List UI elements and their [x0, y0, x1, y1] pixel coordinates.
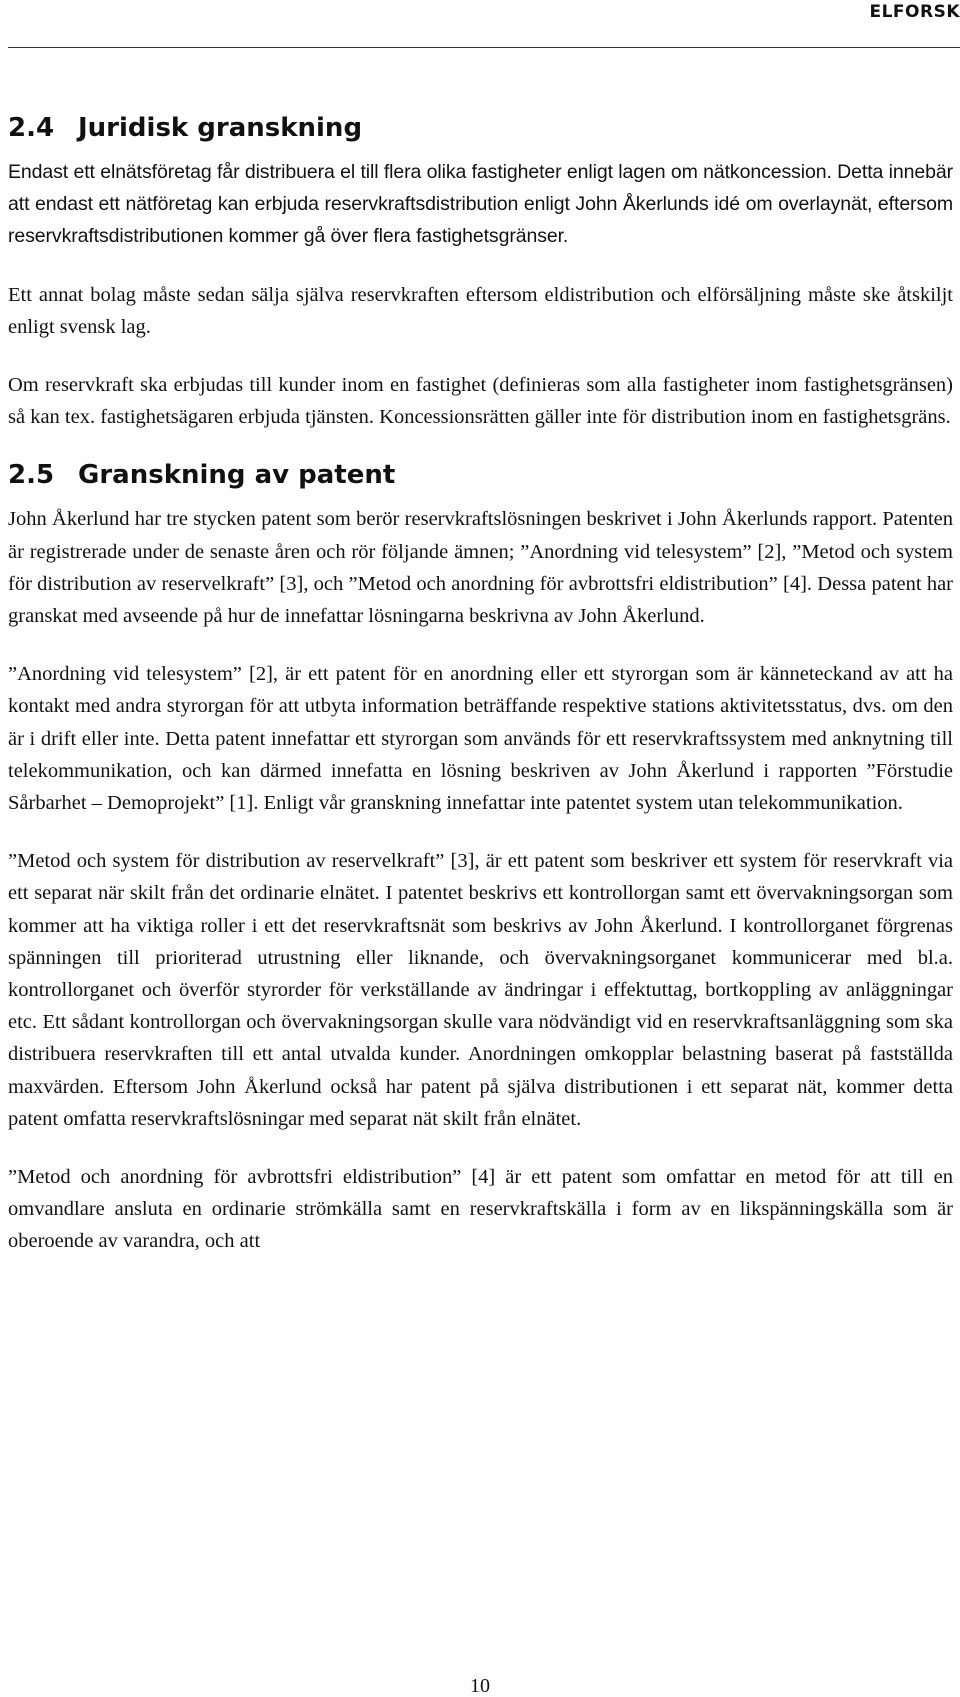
section-title: Juridisk granskning: [78, 113, 363, 143]
paragraph: ”Metod och anordning för avbrottsfri eldistribution” [4] är ett patent som omfattar en metod för att till en omvandlare ansluta en ordinarie strömkälla samt en reservkraftskälla i form av en likspänningskälla som är oberoende av varandra, och att: [8, 1166, 953, 1253]
section-number: 2.5: [8, 460, 55, 491]
page-number: 10: [470, 1675, 490, 1697]
paragraph: ”Metod och system för distribution av reservelkraft” [3], är ett patent som beskriver ett system för reservkraft via ett separat när skilt från det ordinarie elnätet. I patentet beskrivs ett kontrollorgan samt ett övervakningsorgan som kommer att ha viktiga roller i ett det reservkraftsnät som beskrivs av John Åkerlund. I kontrollorganet förgrenas spänningen till prioriterad utrustning eller liknande, och övervakningsorganet kommunicerar med bl.a. kontrollorganet och överför styrorder för verkställande av ändringar i effektuttag, bortkoppling av anläggningar etc. Ett sådant kontrollorgan och övervakningsorgan skulle vara nödvändigt vid en reservkraftsanläggning som ska distribuera reservkraften till ett antal utvalda kunder. Anordningen omkopplar belastning baserat på fastställda maxvärden. Eftersom John Åkerlund också har patent på själva distributionen i ett separat nät, kommer detta patent omfatta reservkraftslösningar med separat nät skilt från elnätet.: [8, 850, 953, 1130]
header-divider: [8, 47, 960, 48]
paragraph: John Åkerlund har tre stycken patent som berör reservkraftslösningen beskrivet i John Åkerlunds rapport. Patenten är registrerade under de senaste åren och rör följande ämnen; ”Anordning vid telesystem” [2], ”Metod och system för distribution av reservelkraft” [3], och ”Metod och anordning för avbrottsfri eldistribution” [4]. Dessa patent har granskat med avseende på hur de innefattar lösningarna beskrivna av John Åkerlund.: [8, 508, 953, 628]
header-brand: ELFORSK: [869, 2, 960, 22]
paragraph: ”Anordning vid telesystem” [2], är ett patent för en anordning eller ett styrorgan som är känneteckand av att ha kontakt med andra styrorgan för att utbyta information beträffande respektive stations aktivitetsstatus, dvs. om den är i drift eller inte. Detta patent innefattar ett styrorgan som används för ett reservkraftssystem med anknytning till telekommunikation, och kan därmed innefatta en lösning beskriven av John Åkerlund i rapporten ”Förstudie Sårbarhet – Demoprojekt” [1]. Enligt vår granskning innefattar inte patentet system utan telekommunikation.: [8, 663, 953, 815]
paragraph: Endast ett elnätsföretag får distribuera el till flera olika fastigheter enligt lagen om nätkoncession. Detta innebär att endast ett nätföretag kan erbjuda reservkraftsdistribution enligt John Åkerlunds idé om overlaynät, eftersom reservkraftsdistributionen kommer gå över flera fastighetsgränser.: [8, 161, 953, 248]
section-number: 2.4: [8, 113, 55, 143]
paragraph: Ett annat bolag måste sedan sälja själva reservkraften eftersom eldistribution och elförsäljning måste ske åtskiljt enligt svensk lag.: [8, 283, 953, 338]
document-body: [8, 112, 953, 1258]
section-heading-2-5: [8, 459, 953, 491]
section-title: Granskning av patent: [78, 460, 396, 491]
section-heading-2-4: [8, 112, 953, 144]
paragraph: Om reservkraft ska erbjudas till kunder inom en fastighet (definieras som alla fastigheter inom fastighetsgränsen) så kan tex. fastighetsägaren erbjuda tjänsten. Koncessionsrätten gäller inte för distribution inom en fastighetsgräns.: [8, 374, 953, 429]
